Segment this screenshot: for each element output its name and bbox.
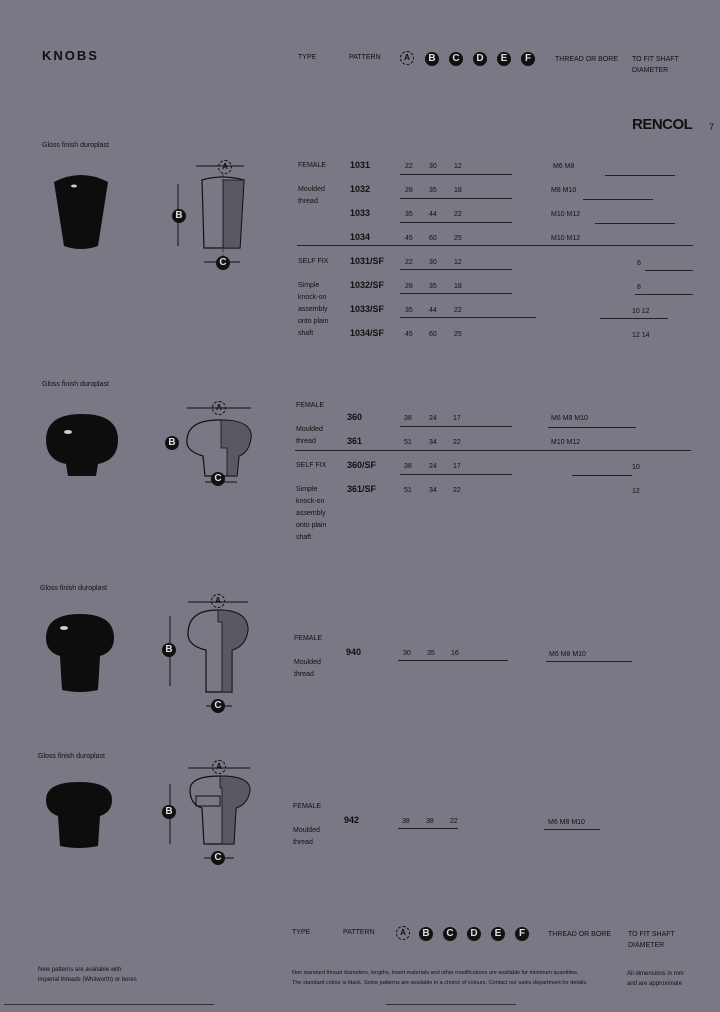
divider — [295, 450, 691, 451]
dim-b-cell: 30 — [403, 650, 411, 657]
footer-note-right-2: and are approximate — [627, 981, 683, 987]
knob-940-section-drawing — [160, 594, 260, 714]
dim-c-cell: 34 — [429, 439, 437, 446]
pattern-cell: 940 — [346, 647, 362, 657]
label-simple: Simple — [298, 282, 320, 289]
pattern-cell: 361/SF — [347, 484, 377, 494]
label-thread: thread — [298, 198, 318, 205]
header-pattern: PATTERN — [349, 54, 381, 61]
label-female: FEMALE — [296, 402, 325, 409]
thread-cell: M6 M8 — [553, 163, 575, 170]
dim-d-cell: 25 — [454, 331, 462, 338]
pattern-cell: 360 — [347, 412, 363, 422]
label-shaft: shaft — [298, 330, 314, 337]
dim-d-cell: 12 — [454, 163, 462, 170]
dim-c-cell: 44 — [429, 211, 437, 218]
label-moulded: Moulded — [298, 186, 325, 193]
label-thread: thread — [294, 671, 314, 678]
dim-c-cell: 30 — [429, 163, 437, 170]
dim-d-cell: 12 — [454, 259, 462, 266]
dim-a-marker: A — [212, 401, 226, 415]
label-female: FEMALE — [294, 635, 323, 642]
dim-b-cell: 38 — [404, 415, 412, 422]
dim-c-cell: 60 — [429, 331, 437, 338]
label-thread: thread — [293, 839, 313, 846]
section-caption: Gloss finish duroplast — [38, 753, 105, 760]
label-moulded: Moulded — [296, 426, 323, 433]
dim-d-cell: 17 — [453, 415, 461, 422]
label-onto-plain: onto plain — [296, 522, 327, 529]
knob-1031-photo — [50, 172, 112, 250]
dim-b-cell: 35 — [405, 211, 413, 218]
knob-940-photo — [42, 612, 118, 694]
thread-cell: M10 M12 — [551, 235, 581, 242]
pattern-cell: 1033 — [350, 208, 371, 218]
section-caption: Gloss finish duroplast — [42, 381, 109, 388]
shaft-cell: 12 — [632, 488, 640, 495]
header-dim-c: C — [443, 927, 457, 941]
dim-c-marker: C — [211, 472, 225, 486]
header-pattern: PATTERN — [343, 929, 375, 936]
label-female: FEMALE — [298, 162, 327, 169]
dim-d-cell: 22 — [453, 439, 461, 446]
knob-942-photo — [42, 780, 116, 850]
header-dim-a: A — [400, 51, 414, 65]
dim-c-marker: C — [211, 699, 225, 713]
header-dim-e: E — [491, 927, 505, 941]
dim-c-cell: 44 — [429, 307, 437, 314]
dim-b-cell: 51 — [404, 439, 412, 446]
pattern-cell: 942 — [344, 815, 360, 825]
dim-c-marker: C — [211, 851, 225, 865]
label-onto-plain: onto plain — [298, 318, 329, 325]
dim-d-cell: 18 — [454, 187, 462, 194]
pattern-cell: 360/SF — [347, 460, 377, 470]
page-number: 7 — [709, 122, 715, 132]
pattern-cell: 1033/SF — [350, 304, 385, 314]
thread-cell: M6 M8 M10 — [549, 651, 586, 658]
label-assembly: assembly — [296, 510, 326, 517]
divider — [297, 245, 693, 246]
dim-c-cell: 24 — [429, 415, 437, 422]
dim-c-cell: 60 — [429, 235, 437, 242]
label-self-fix: SELF FIX — [296, 462, 327, 469]
footer-note-left-2: imperial threads (Whitworth) or bores — [38, 977, 137, 983]
section-caption: Gloss finish duroplast — [42, 142, 109, 149]
header-shaft-1: TO FIT SHAFT — [632, 56, 679, 63]
footer-note-middle-1: Non standard thread diameters, lengths, insert materials and other modifications are available for minimum quantities. — [292, 970, 579, 976]
shaft-cell: 12 14 — [632, 332, 650, 339]
dim-d-cell: 17 — [453, 463, 461, 470]
label-assembly: assembly — [298, 306, 328, 313]
pattern-cell: 1034 — [350, 232, 371, 242]
header-dim-d: D — [473, 52, 487, 66]
dim-c-cell: 34 — [429, 487, 437, 494]
pattern-cell: 1032 — [350, 184, 371, 194]
dim-a-marker: A — [211, 594, 225, 608]
thread-cell: M6 M8 M10 — [551, 415, 588, 422]
label-simple: Simple — [296, 486, 318, 493]
thread-cell: M10 M12 — [551, 211, 581, 218]
pattern-cell: 1034/SF — [350, 328, 385, 338]
pattern-cell: 361 — [347, 436, 363, 446]
label-moulded: Moulded — [293, 827, 320, 834]
dim-c-marker: C — [216, 256, 230, 270]
dim-b-cell: 38 — [404, 463, 412, 470]
dim-c-cell: 24 — [429, 463, 437, 470]
header-dim-f: F — [515, 927, 529, 941]
header-dim-a: A — [396, 926, 410, 940]
dim-d-cell: 22 — [453, 487, 461, 494]
header-thread: THREAD OR BORE — [555, 56, 619, 63]
header-dim-b: B — [425, 52, 439, 66]
label-knock-on: knock-on — [298, 294, 327, 301]
dim-b-cell: 22 — [405, 259, 413, 266]
page-title: KNOBS — [42, 48, 99, 63]
dim-a-marker: A — [218, 160, 232, 174]
dim-b-cell: 28 — [405, 187, 413, 194]
header-dim-f: F — [521, 52, 535, 66]
shaft-cell: 10 12 — [632, 308, 650, 315]
pattern-cell: 1031 — [350, 160, 371, 170]
header-dim-c: C — [449, 52, 463, 66]
dim-b-cell: 28 — [405, 283, 413, 290]
dim-b-marker: B — [172, 209, 186, 223]
header-shaft-2: DIAMETER — [628, 942, 665, 949]
footer-note-left-1: New patterns are available with — [38, 967, 122, 973]
thread-cell: M8 M10 — [551, 187, 577, 194]
header-type: TYPE — [292, 929, 311, 936]
dim-d-cell: 25 — [454, 235, 462, 242]
shaft-cell: 6 — [637, 260, 641, 267]
dim-c-cell: 30 — [429, 259, 437, 266]
dim-b-marker: B — [162, 805, 176, 819]
dim-d-cell: 22 — [454, 307, 462, 314]
label-shaft: shaft — [296, 534, 312, 541]
section-caption: Gloss finish duroplast — [40, 585, 107, 592]
dim-b-cell: 35 — [405, 307, 413, 314]
thread-cell: M6 M8 M10 — [548, 819, 585, 826]
dim-d-cell: 16 — [451, 650, 459, 657]
dim-b-cell: 51 — [404, 487, 412, 494]
dim-b-cell: 45 — [405, 331, 413, 338]
dim-a-marker: A — [212, 760, 226, 774]
pattern-cell: 1031/SF — [350, 256, 385, 266]
label-knock-on: knock-on — [296, 498, 325, 505]
footer-note-right-1: All dimensions in mm — [627, 971, 684, 977]
footer-note-middle-2: The standard colour is black. Some patterns are available in a choice of colours. Contact our sales department for details. — [292, 980, 588, 986]
dim-b-cell: 45 — [405, 235, 413, 242]
dim-d-cell: 18 — [454, 283, 462, 290]
dim-c-cell: 38 — [426, 818, 434, 825]
dim-c-cell: 35 — [429, 283, 437, 290]
header-thread: THREAD OR BORE — [548, 931, 612, 938]
label-moulded: Moulded — [294, 659, 321, 666]
thread-cell: M10 M12 — [551, 439, 581, 446]
shaft-cell: 10 — [632, 464, 640, 471]
label-female: FEMALE — [293, 803, 322, 810]
shaft-cell: 8 — [637, 284, 641, 291]
label-thread: thread — [296, 438, 316, 445]
header-dim-d: D — [467, 927, 481, 941]
dim-c-cell: 35 — [429, 187, 437, 194]
dim-d-cell: 22 — [450, 818, 458, 825]
header-dim-b: B — [419, 927, 433, 941]
knob-360-photo — [42, 410, 122, 478]
pattern-cell: 1032/SF — [350, 280, 385, 290]
header-shaft-2: DIAMETER — [632, 67, 669, 74]
header-shaft-1: TO FIT SHAFT — [628, 931, 675, 938]
dim-b-marker: B — [162, 643, 176, 657]
header-dim-e: E — [497, 52, 511, 66]
dim-c-cell: 35 — [427, 650, 435, 657]
dim-b-marker: B — [165, 436, 179, 450]
brand-logo: RENCOL — [632, 116, 693, 133]
label-self-fix: SELF FIX — [298, 258, 329, 265]
dim-b-cell: 38 — [402, 818, 410, 825]
header-type: TYPE — [298, 54, 317, 61]
dim-b-cell: 22 — [405, 163, 413, 170]
dim-d-cell: 22 — [454, 211, 462, 218]
